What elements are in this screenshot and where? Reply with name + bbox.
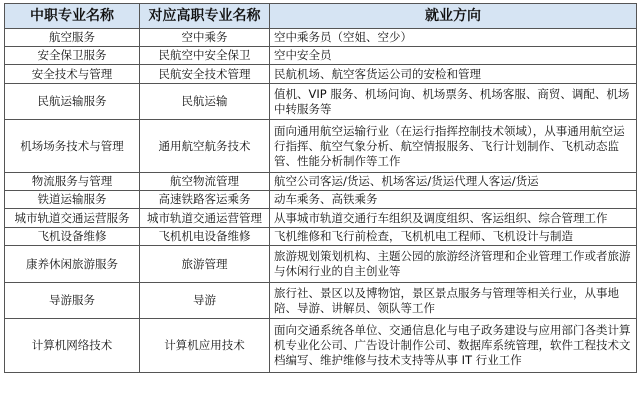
higher-major-cell: 高速铁路客运乘务	[140, 191, 270, 209]
table-row	[5, 319, 637, 373]
higher-major-cell: 城市轨道交通运营管理	[140, 209, 270, 228]
secondary-major-cell: 飞机设备维修	[5, 228, 140, 246]
secondary-major-cell: 安全保卫服务	[5, 47, 140, 65]
career-direction-cell: 旅行社、景区以及博物馆，景区景点服务与管理等相关行业，从事地陪、导游、讲解员、领队等工作	[270, 283, 637, 319]
career-direction-cell: 面向通用航空运输行业（在运行指挥控制技术领域），从事通用航空运行指挥、航空气象分析、航空情报服务、飞行计划制作、飞机动态监管、性能分析制作等工作	[270, 120, 637, 173]
secondary-major-cell: 航空服务	[5, 29, 140, 47]
table-row	[5, 191, 637, 209]
career-direction-cell: 飞机维修和飞行前检查，飞机机电工程师、飞机设计与制造	[270, 228, 637, 246]
higher-major-cell: 旅游管理	[140, 246, 270, 283]
secondary-major-cell: 计算机网络技术	[5, 319, 140, 373]
career-direction-cell: 值机、VIP 服务、机场问询、机场票务、机场客服、商贸、调配、机场中转服务等	[270, 84, 637, 120]
secondary-major-cell: 导游服务	[5, 283, 140, 319]
table-row	[5, 246, 637, 283]
higher-major-cell: 民航安全技术管理	[140, 65, 270, 84]
table-row	[5, 47, 637, 65]
career-direction-cell: 旅游规划策划机构、主题公园的旅游经济管理和企业管理工作或者旅游与休闲行业的自主创业等	[270, 246, 637, 283]
table-row	[5, 228, 637, 246]
table-row	[5, 173, 637, 191]
higher-major-cell: 飞机机电设备维修	[140, 228, 270, 246]
secondary-major-cell: 安全技术与管理	[5, 65, 140, 84]
header-higher-major: 对应高职专业名称	[140, 4, 270, 29]
major-career-table	[4, 3, 637, 373]
header-secondary-major: 中职专业名称	[5, 4, 140, 29]
header-career-direction: 就业方向	[270, 4, 637, 29]
table-row	[5, 120, 637, 173]
career-direction-cell: 面向交通系统各单位、交通信息化与电子政务建设与应用部门各类计算机专业化公司、广告设计制作公司、数据库系统管理，软件工程技术文档编写、维护维修与技术支持等从事 IT 行业工作	[270, 319, 637, 373]
secondary-major-cell: 城市轨道交通运营服务	[5, 209, 140, 228]
career-direction-cell: 航空公司客运/货运、机场客运/货运代理人客运/货运	[270, 173, 637, 191]
higher-major-cell: 民航空中安全保卫	[140, 47, 270, 65]
career-direction-cell: 动车乘务、高铁乘务	[270, 191, 637, 209]
secondary-major-cell: 物流服务与管理	[5, 173, 140, 191]
higher-major-cell: 计算机应用技术	[140, 319, 270, 373]
higher-major-cell: 民航运输	[140, 84, 270, 120]
career-direction-cell: 空中乘务员（空姐、空少）	[270, 29, 637, 47]
higher-major-cell: 航空物流管理	[140, 173, 270, 191]
table-row	[5, 29, 637, 47]
secondary-major-cell: 民航运输服务	[5, 84, 140, 120]
table-row	[5, 209, 637, 228]
table-row	[5, 283, 637, 319]
secondary-major-cell: 铁道运输服务	[5, 191, 140, 209]
higher-major-cell: 通用航空航务技术	[140, 120, 270, 173]
career-direction-cell: 民航机场、航空客货运公司的安检和管理	[270, 65, 637, 84]
table-row	[5, 84, 637, 120]
secondary-major-cell: 机场场务技术与管理	[5, 120, 140, 173]
career-direction-cell: 空中安全员	[270, 47, 637, 65]
higher-major-cell: 导游	[140, 283, 270, 319]
table-row	[5, 65, 637, 84]
secondary-major-cell: 康养休闲旅游服务	[5, 246, 140, 283]
table-header-row	[5, 4, 637, 29]
career-direction-cell: 从事城市轨道交通行车组织及调度组织、客运组织、综合管理工作	[270, 209, 637, 228]
higher-major-cell: 空中乘务	[140, 29, 270, 47]
